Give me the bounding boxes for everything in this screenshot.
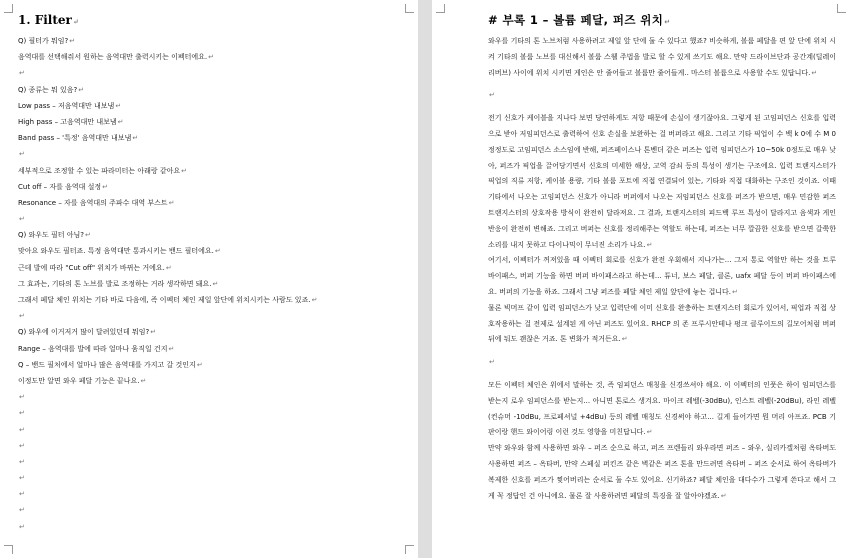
paragraph-mark: ↵	[69, 37, 76, 45]
empty-line	[18, 470, 398, 486]
paragraph-mark: ↵	[181, 166, 187, 175]
empty-line	[18, 65, 398, 81]
empty-line	[18, 454, 398, 470]
appendix-heading: # 부록 1 – 볼륨 페달, 퍼즈 위치↵	[488, 13, 671, 27]
empty-line	[18, 422, 398, 438]
paragraph-mark: ↵	[19, 409, 25, 418]
empty-line	[18, 502, 398, 518]
text-line: 맞아요 와우도 필터죠. 특정 음역대만 통과시키는 밴드 필터에요.↵	[18, 247, 221, 256]
margin-corner-mark	[4, 545, 13, 554]
text-line: Cut off – 자를 음역대 설정↵	[18, 182, 109, 191]
empty-line	[488, 355, 836, 371]
paragraph-mark: ↵	[489, 358, 495, 367]
text-line: 이정도만 알면 와우 페달 기능은 끝나요.↵	[18, 376, 147, 385]
margin-corner-mark	[837, 4, 846, 13]
paragraph-mark: ↵	[19, 441, 25, 450]
paragraph-mark: ↵	[165, 263, 172, 272]
paragraph-mark: ↵	[117, 117, 124, 126]
body-paragraph: 전기 신호가 케이블을 지나다 보면 당연하게도 저항 때문에 손실이 생기잖아요. 그렇게 된 고임피던스 신호를 입력으로 받아 저임피던스로 출력하여 신호 손실을 보완하는 걸 버퍼라고 해요. 그리고 기타 픽업이 수 백 k 0에 수 M 0정정도로 고임피던스 소스임에 반해, 퍼즈페이스나 톤벤더 같은 퍼즈는 입력 임피던스가 10~50k 0정도로 매우 낮아, 퍼즈가 픽업을 끌어당기면서 신호의 미세한 해상, 고역 감쇠 등의 특성이 생기는 구조에요. 입력 트랜지스터가 픽업의 직류 저항, 케이블 용량, 기타 볼륨 포트에 직접 연결되어 있는, 기타와 직접 대화하는 구조인 것이죠. 이때 기타에서 나오는 고임피던스 신호가 아니라 버퍼에서 나오는 저임피던스 신호를 퍼즈가 받으면, 매우 민감한 퍼즈 트랜지스터의 상호작용 방식이 완전히 달라져요. 그 결과, 트랜지스터의 피드백 루프 특성이 달라지고 음색과 게인 반응이 완전히 변해죠. 그리고 버퍼는 신호를 정리해주는 역할도 하는데, 퍼즈는 너무 깔끔한 신호를 받으면 갈쭉한 소리를 내지 못하고 다이나믹이 무너진 소리가 나요.↵	[488, 114, 836, 249]
paragraph-mark: ↵	[19, 312, 25, 321]
left-page-body[interactable]	[18, 33, 398, 535]
paragraph-mark: ↵	[19, 69, 25, 78]
paragraph-mark: ↵	[811, 68, 818, 77]
paragraph-mark: ↵	[115, 101, 122, 110]
paragraph-mark: ↵	[102, 182, 109, 191]
paragraph-mark: ↵	[196, 360, 203, 369]
margin-corner-mark	[4, 4, 13, 13]
paragraph-mark: ↵	[168, 198, 175, 207]
paragraph-mark: ↵	[84, 231, 91, 240]
paragraph-mark: ↵	[720, 491, 727, 500]
body-paragraph: 와우를 기타의 톤 노브처럼 사용하려고 제일 앞 단에 둘 수 있다고 했죠? 비슷하게, 볼륨 페달을 편 앞 단에 위치 시켜 기타의 볼륨 노브를 대신해서 볼륨 스웰 주법을 발로 할 수 있게 쓰기도 해요. 만약 드라이브단과 공간계(딜레이 리버브) 사이에 위치 시키면 게인은 안 줄어들고 볼륨만 줄어들게.. 마스터 볼륨으로 사용할 수도 있답니다.↵	[488, 37, 836, 77]
paragraph-mark: ↵	[132, 134, 139, 143]
empty-line	[18, 486, 398, 502]
paragraph-mark: ↵	[19, 150, 25, 159]
paragraph-mark: ↵	[646, 240, 653, 249]
empty-line	[18, 308, 398, 324]
empty-line	[18, 405, 398, 421]
empty-line	[18, 519, 398, 535]
body-paragraph: 물론 빅머프 같이 입력 임피던스가 낮고 입력단에 이미 신호를 완충하는 트랜지스터 회로가 있어서, 픽업과 직접 상호작용하는 걸 전제로 설계된 게 아닌 퍼즈도 있어요. RHCP 의 존 프루시안테나 펑크 클루이드의 길모어처럼 버퍼 뒤에 둬도 괜찮은 거죠. 톤 변화가 적거든요.↵	[488, 303, 836, 344]
text-line: Low pass – 저음역대만 내보냄↵	[18, 101, 122, 110]
empty-line	[18, 146, 398, 162]
text-line: 그 효과는, 기타의 톤 노브를 발로 조정하는 거라 생각하면 돼요.↵	[18, 279, 219, 288]
body-paragraph: 모든 이펙터 체인은 위에서 말하는 것, 즉 임피던스 매칭을 신경쓰셔야 해요. 이 이펙터의 인풋은 하이 임피던스를 받는지 로우 임피던스를 받는지... 아니면 톤로스 생겨요. 마이크 레벨(-30dBu), 인스트 레벨(-20dBu), 라인 레벨(컨슈머 -10dBu, 프로페셔널 +4dBu) 등의 레벨 매칭도 신경써야 하고... 길게 들어가면 뭔 머리 아프죠. PCB 기판이랑 핸드 와이어링 이런 것도 영향을 미친답니다.↵	[488, 380, 836, 437]
empty-line	[488, 88, 836, 104]
page-gutter	[418, 0, 432, 558]
paragraph-mark: ↵	[19, 425, 25, 434]
text-line: Q) 종류는 뭐 있음?↵	[18, 85, 85, 94]
text-line: Q) 필터가 뭐임?↵	[18, 37, 76, 45]
paragraph-mark: ↵	[19, 474, 25, 483]
body-paragraph: 만약 와우와 함께 사용하면 와우 – 퍼즈 순으로 하고, 퍼즈 프렌들리 와우라면 퍼즈 – 와우, 실리카겔처럼 옥타버도 사용하면 퍼즈 – 옥타버, 만약 스페실 퍼킨즈 같은 벽같은 퍼즈 톤을 만드려면 옥타버 – 퍼즈 순서로 하여 옥타버가 복제한 신호를 퍼즈가 찢어버리는 순서로 둘 수도 있어요. 신기하죠? 페달 체인을 대다수가 그렇게 쓴다고 해서 그게 꼭 정답인 건 아니에요. 물론 잘 사용하려면 페달의 특징을 잘 알아야겠죠.↵	[488, 444, 836, 500]
paragraph-mark: ↵	[78, 85, 85, 94]
text-line: Band pass – '특정' 음역대만 내보냄↵	[18, 134, 139, 143]
text-line: Q) 와우도 필터 아님?↵	[18, 231, 91, 240]
empty-line	[18, 211, 398, 227]
paragraph-mark: ↵	[621, 335, 628, 344]
paragraph-mark: ↵	[19, 457, 25, 466]
paragraph-mark: ↵	[19, 522, 25, 531]
paragraph-mark: ↵	[646, 428, 653, 437]
paragraph-mark: ↵	[311, 296, 318, 304]
paragraph-mark: ↵	[208, 53, 215, 62]
document-page-left	[0, 0, 418, 558]
right-page-body[interactable]	[488, 34, 836, 504]
text-line: 근데 발에 따라 "Cut off" 위치가 바뀌는 거에요.↵	[18, 263, 172, 272]
paragraph-mark: ↵	[19, 393, 25, 402]
paragraph-mark: ↵	[19, 215, 25, 224]
paragraph-mark: ↵	[19, 506, 25, 515]
paragraph-mark: ↵	[140, 376, 147, 385]
margin-corner-mark	[405, 4, 414, 13]
paragraph-mark: ↵	[732, 287, 738, 296]
section-heading: 1. Filter↵	[18, 13, 79, 27]
text-line: Range – 음역대를 발에 따라 얼마나 움직일 건지↵	[18, 344, 175, 353]
text-line: Q – 밴드 필처에서 얼마나 많은 음역대를 가지고 갈 것인지↵	[18, 360, 203, 369]
margin-corner-mark	[405, 545, 414, 554]
text-line: High pass – 고음역대만 내보냄↵	[18, 117, 124, 126]
text-line: 음역대를 선택해줘서 원하는 음역대만 출력시키는 이펙터에요.↵	[18, 53, 215, 62]
text-line: 그래서 페달 체인 위치는 기타 바로 다음에, 즉 이펙터 체인 제일 앞단에 위치시키는 사람도 있죠.↵	[18, 296, 318, 304]
margin-corner-mark	[436, 4, 445, 13]
paragraph-mark: ↵	[212, 279, 219, 288]
paragraph-mark: ↵	[150, 328, 157, 337]
paragraph-mark: ↵	[168, 344, 175, 353]
paragraph-mark: ↵	[214, 247, 221, 256]
empty-line	[18, 389, 398, 405]
text-line: 세부적으로 조정할 수 있는 파라미터는 아래랑 같아요↵	[18, 166, 187, 175]
document-page-right	[432, 0, 850, 558]
paragraph-mark: ↵	[489, 91, 495, 100]
text-line: Q) 와우에 이거저거 많이 달려있던데 뭐임?↵	[18, 328, 157, 337]
body-paragraph: 여기서, 이펙터가 꺼져있을 때 이펙터 회로를 신호가 완전 우회해서 지나가는... 그저 통로 역할만 하는 것을 트루 바이패스, 버퍼 기능을 하면 버퍼 바이패스라고 하는데... 튜너, 보스 페달, 클론, uafx 페달 등이 버퍼 바이패스에요. 버퍼의 기능을 하죠. 그래서 그냥 퍼즈를 페달 체인 제일 앞단에 놓는 겁니다.↵	[488, 256, 836, 296]
text-line: Resonance – 자를 음역대의 주파수 대역 부스트↵	[18, 198, 175, 207]
paragraph-mark: ↵	[19, 490, 25, 499]
empty-line	[18, 438, 398, 454]
